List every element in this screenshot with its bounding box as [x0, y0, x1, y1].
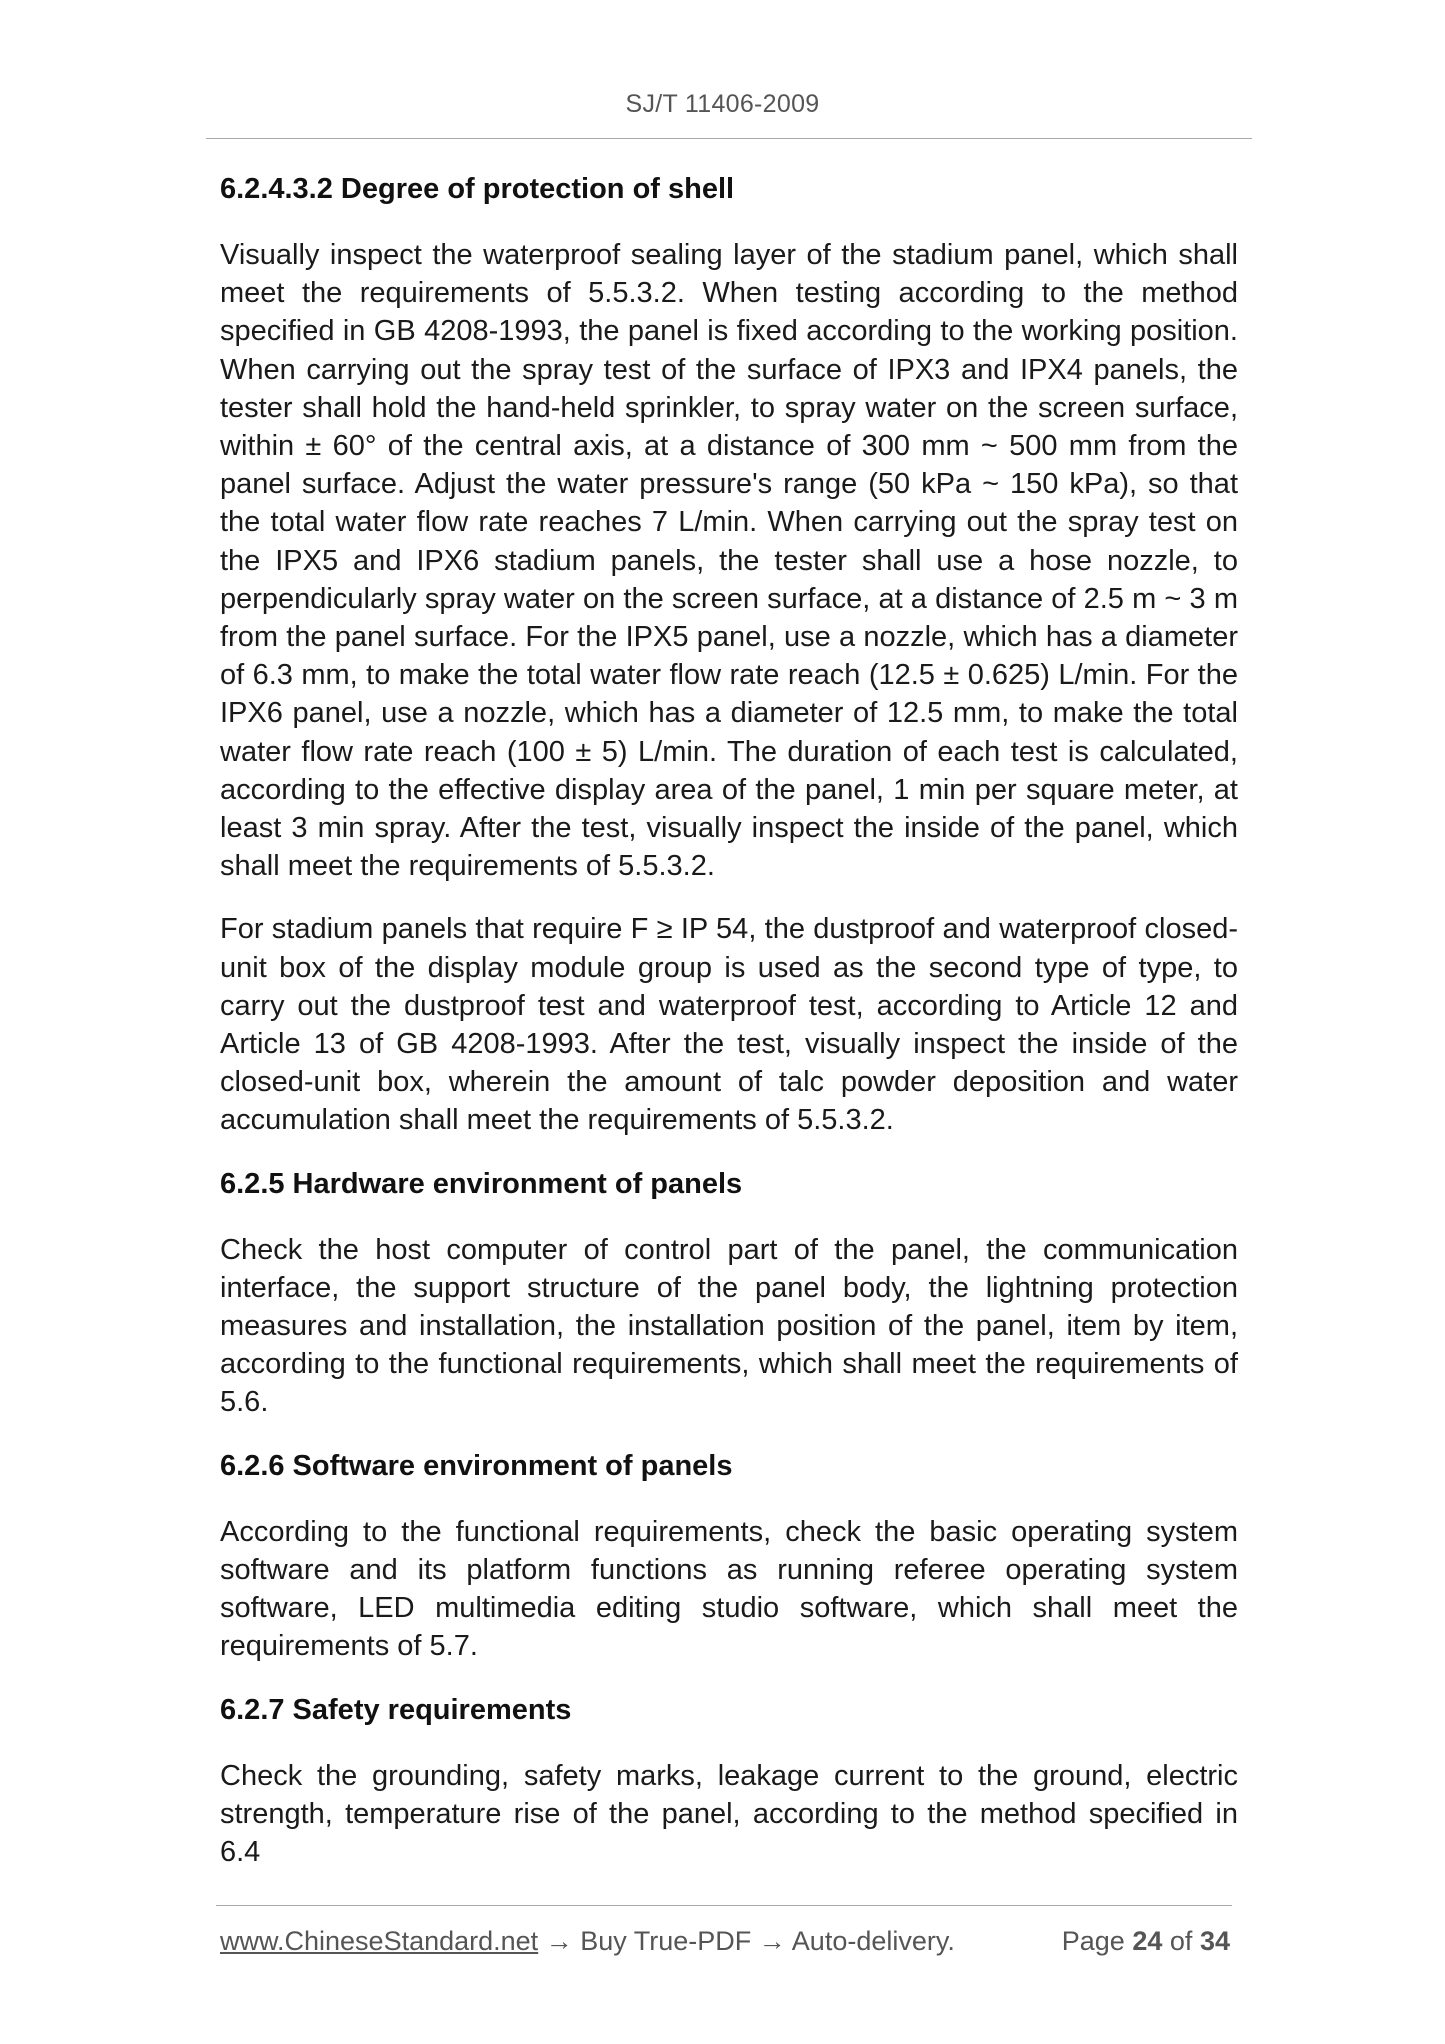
page-indicator — [1062, 1926, 1230, 1957]
section-heading-software-environment: 6.2.6 Software environment of panels — [220, 1449, 733, 1482]
page-label: Page — [1061, 1926, 1125, 1956]
section-heading-degree-of-protection: 6.2.4.3.2 Degree of protection of shell — [220, 173, 735, 205]
paragraph-safety-requirements: Check the grounding, safety marks, leakage current to the ground, electric strength, temperature rise of the panel, according to the method specified in 6.4 — [220, 1759, 1238, 1868]
current-page-number: 24 — [1132, 1926, 1163, 1956]
footer-divider — [216, 1905, 1232, 1906]
document-body — [220, 170, 1238, 1871]
footer-promo — [220, 1926, 955, 1957]
paragraph-hardware-environment: Check the host computer of control part of the panel, the communication interface, the support structure of the panel body, the lightning protection measures and installation, the installation position of the panel, item by item, according to the functional requirements, which shall meet the requirements of 5.6. — [220, 1233, 1238, 1419]
chinesestandard-link[interactable]: www.ChineseStandard.net — [220, 1926, 539, 1956]
paragraph-software-environment: According to the functional requirements, check the basic operating system software and its platform functions as running referee operating system software, LED multimedia editing studio software, which shall meet the requirements of 5.7. — [220, 1515, 1238, 1663]
paragraph-dustproof-test: For stadium panels that require F ≥ IP 54, the dustproof and waterproof closed-unit box of the display module group is used as the second type of type, to carry out the dustproof test and waterproof test, according to Article 12 and Article 13 of GB 4208-1993. After the test, visually inspect the inside of the closed-unit box, wherein the amount of talc powder deposition and water accumulation shall meet the requirements of 5.5.3.2. — [220, 913, 1238, 1137]
auto-delivery-text: Auto-delivery. — [791, 1926, 955, 1956]
header-divider — [206, 138, 1252, 139]
arrow-right-icon: → — [545, 1926, 573, 1956]
buy-true-pdf-text: Buy True-PDF — [580, 1926, 752, 1956]
paragraph-spray-test: Visually inspect the waterproof sealing layer of the stadium panel, which shall meet the requirements of 5.5.3.2. When testing according to the method specified in GB 4208-1993, the panel is fixed according to the working position. When carrying out the spray test of the surface of IPX3 and IPX4 panels, the tester shall hold the hand-held sprinkler, to spray water on the screen surface, within ± 60° of the central axis, at a distance of 300 mm ~ 500 mm from the panel surface. Adjust the water pressure's range (50 kPa ~ 150 kPa), so that the total water flow rate reaches 7 L/min. When carrying out the spray test on the IPX5 and IPX6 stadium panels, the tester shall use a hose nozzle, to perpendicularly spray water on the screen surface, at a distance of 2.5 m ~ 3 m from the panel surface. For the IPX5 panel, use a nozzle, which has a diameter of 6.3 mm, to make the total water flow rate reach (12.5 ± 0.625) L/min. For the IPX6 panel, use a nozzle, which has a diameter of 12.5 mm, to make the total water flow rate reach (100 ± 5) L/min. The duration of each test is calculated, according to the effective display area of the panel, 1 min per square meter, at least 3 min spray. After the test, visually inspect the inside of the panel, which shall meet the requirements of 5.5.3.2. — [220, 239, 1238, 883]
section-heading-safety-requirements: 6.2.7 Safety requirements — [220, 1693, 572, 1726]
of-label: of — [1169, 1926, 1193, 1956]
arrow-right-icon: → — [758, 1926, 786, 1956]
document-id-header: SJ/T 11406-2009 — [625, 90, 820, 118]
total-pages-number: 34 — [1199, 1926, 1230, 1956]
section-heading-hardware-environment: 6.2.5 Hardware environment of panels — [220, 1167, 743, 1200]
